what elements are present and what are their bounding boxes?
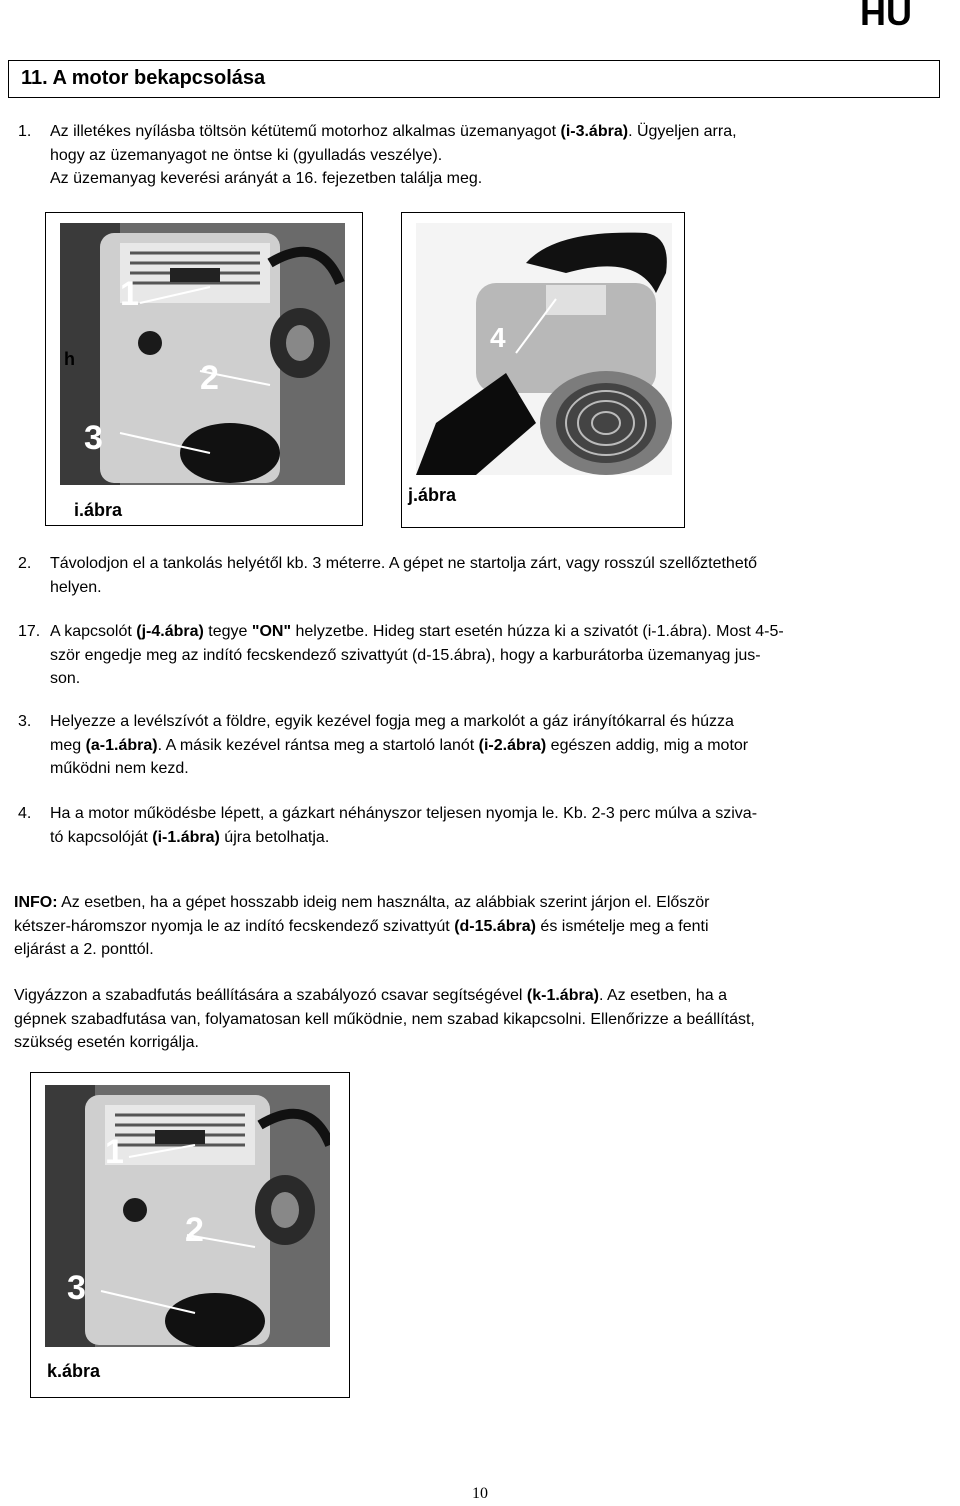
step-17 [18, 620, 948, 691]
figure-k-frame [30, 1072, 350, 1398]
step-number: 1. [18, 123, 32, 140]
paragraph-text: gépnek szabadfutása van, folyamatosan kell működnie, nem szabad kikapcsolni. Ellenőrizze a beállítást, [14, 1010, 755, 1028]
section-heading [8, 60, 940, 98]
step-text: tó kapcsolóját (i-1.ábra) újra betolhatja. [50, 828, 330, 846]
side-letter: h [64, 349, 75, 369]
step-text: helyen. [50, 578, 102, 596]
section-title: 11. A motor bekapcsolása [21, 67, 266, 89]
step-text: son. [50, 670, 81, 687]
info-text: eljárást a 2. ponttól. [14, 941, 154, 958]
callout-2: 2 [185, 1211, 204, 1249]
step-text: meg (a-1.ábra). A másik kezével rántsa meg a startoló lanót (i-2.ábra) egészen addig, mig a motor [50, 736, 749, 754]
figure-j-frame [401, 212, 685, 528]
step-text: Ha a motor működésbe lépett, a gázkart néhányszor teljesen nyomja le. Kb. 2-3 perc múlva a sziva- [50, 805, 758, 822]
step-text: A kapcsolót (j-4.ábra) tegye "ON" helyzetbe. Hideg start esetén húzza ki a szivatót (i-1.ábra). Most 4-5- [50, 623, 784, 640]
paragraph-text: Vigyázzon a szabadfutás beállítására a szabályozó csavar segítségével (k-1.ábra). Az esetben, ha a [14, 987, 728, 1004]
step-4 [18, 802, 938, 849]
step-text: Helyezze a levélszívót a földre, egyik kezével fogja meg a markolót a gáz irányítókarral és húzza [50, 713, 734, 730]
callout-2: 2 [200, 359, 219, 397]
figure-k-photo [45, 1085, 330, 1347]
step-number: 3. [18, 713, 32, 730]
callout-3: 3 [84, 419, 103, 457]
figure-j-caption: j.ábra [408, 485, 457, 505]
step-text: Távolodjon el a tankolás helyétől kb. 3 méterre. A gépet ne startolja zárt, vagy rosszúl szellőztethető [50, 555, 758, 572]
callout-4: 4 [490, 322, 506, 353]
step-number: 17. [18, 623, 41, 640]
step-text: Az illetékes nyílásba töltsön kétütemű motorhoz alkalmas üzemanyagot (i-3.ábra). Ügyeljen arra, [50, 123, 737, 140]
idle-adjust-paragraph [14, 984, 950, 1055]
info-text: INFO: Az esetben, ha a gépet hosszabb ideig nem használta, az alábbiak szerint járjon el. Először [14, 894, 710, 911]
step-number: 2. [18, 555, 32, 572]
callout-1: 1 [120, 275, 139, 313]
callout-1: 1 [105, 1133, 124, 1171]
callout-3: 3 [67, 1269, 86, 1307]
step-number: 4. [18, 805, 32, 822]
info-label: INFO: [14, 894, 58, 911]
figure-i-photo [60, 223, 345, 485]
paragraph-text: szükség esetén korrigálja. [14, 1034, 199, 1051]
figure-j-photo [416, 223, 672, 475]
step-3 [18, 710, 938, 781]
figure-i-caption: i.ábra [74, 500, 123, 520]
step-text: hogy az üzemanyagot ne öntse ki (gyulladás veszélye). [50, 146, 443, 164]
language-tag: HU [860, 0, 912, 33]
step-2 [18, 552, 938, 599]
info-paragraph [14, 891, 944, 962]
figure-k-caption: k.ábra [47, 1361, 101, 1381]
step-text: Az üzemanyag keverési arányát a 16. fejezetben találja meg. [50, 170, 483, 187]
step-text: működni nem kezd. [50, 760, 189, 777]
info-text: kétszer-háromszor nyomja le az indító fecskendező szivattyút (d-15.ábra) és ismételje meg a fenti [14, 917, 709, 935]
step-1 [18, 120, 938, 191]
figure-i-frame [45, 212, 363, 526]
page-number: 10 [472, 1485, 488, 1502]
step-text: ször engedje meg az indító fecskendező szivattyút (d-15.ábra), hogy a karburátorba üzemanyag jus- [50, 646, 761, 664]
